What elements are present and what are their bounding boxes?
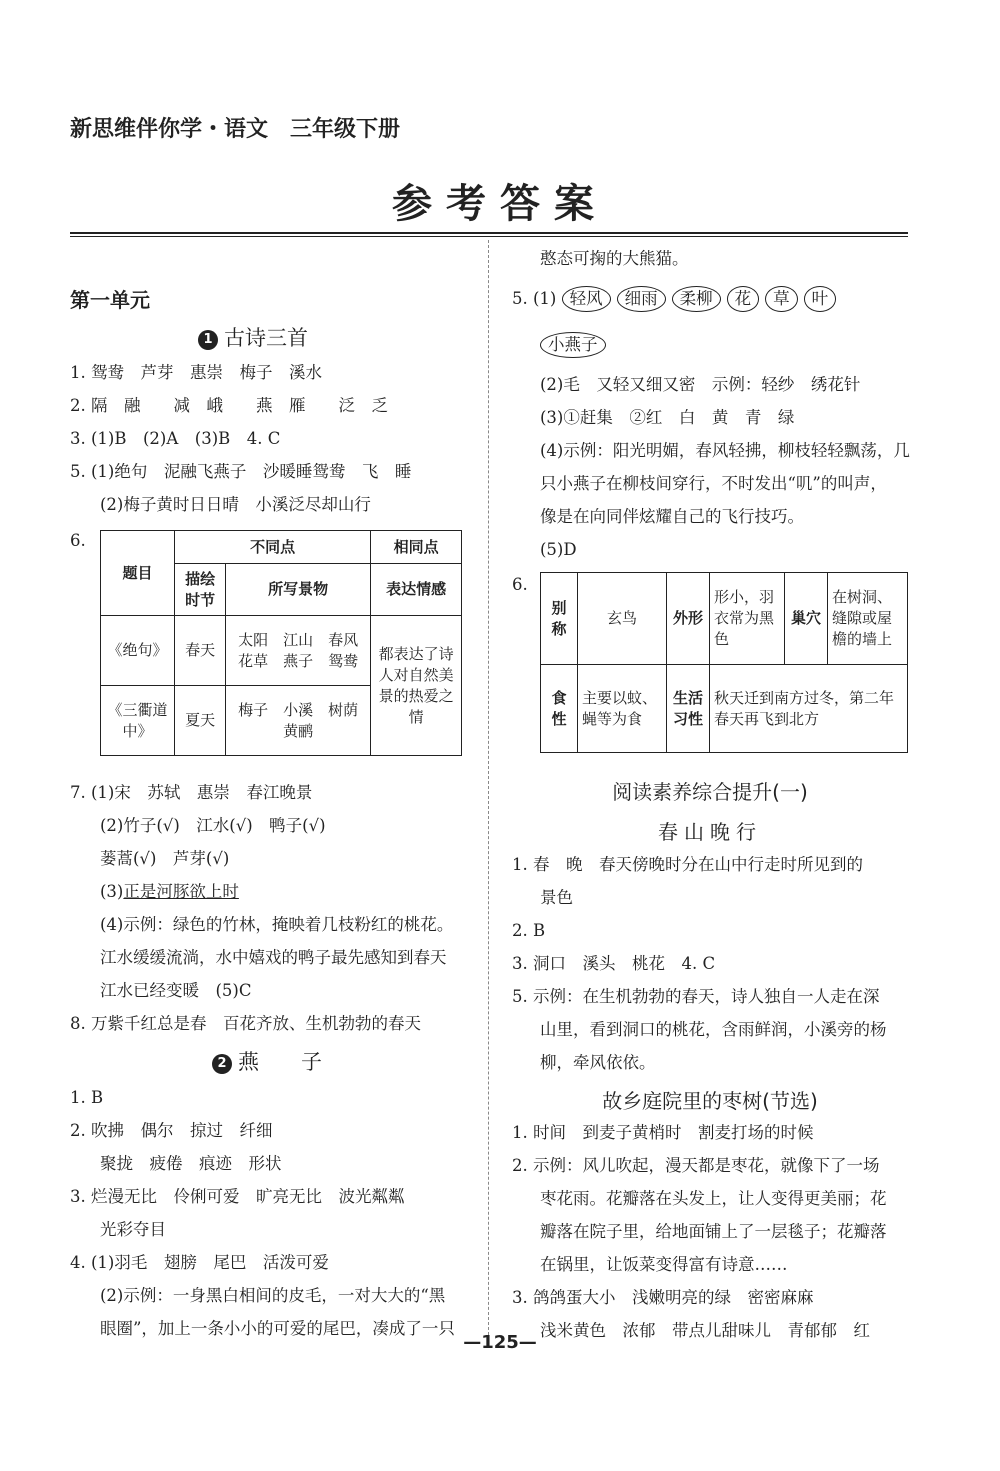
answer-line: 蒌蒿(√) 芦芽(√): [100, 849, 230, 868]
answer-line: 4. (1)羽毛 翅膀 尾巴 活泼可爱: [70, 1253, 329, 1272]
section-number-badge: 2: [212, 1054, 232, 1074]
answer-line: (5)D: [540, 540, 577, 559]
answer-line: [100, 881, 239, 903]
table-cell: 都表达了诗人对自然美景的热爱之情: [371, 616, 462, 756]
passage-title: 春山晚行: [658, 820, 762, 844]
table-header: 描绘时节: [175, 564, 226, 616]
answer-line: (4)示例：绿色的竹林，掩映着几枝粉红的桃花。: [100, 915, 454, 934]
answer-line: (4)示例：阳光明媚，春风轻拂，柳枝轻轻飘荡，几: [540, 441, 910, 460]
table-cell: 形小，羽衣常为黑色: [710, 573, 785, 665]
question-number: 6.: [512, 575, 528, 594]
section-title: 燕 子: [238, 1050, 322, 1074]
answer-line: 2. 示例：风儿吹起，漫天都是枣花，就像下了一场: [512, 1156, 880, 1175]
answer-line: 2. 隔 融 减 峨 燕 雁 泛 乏: [70, 396, 388, 415]
answer-line: 憨态可掬的大熊猫。: [540, 249, 689, 268]
answer-line: 1. 春 晚 春天傍晚时分在山中行走时所见到的: [512, 855, 863, 874]
answer-line: 7. (1)宋 苏轼 惠崇 春江晚景: [70, 783, 313, 802]
column-divider: [488, 240, 489, 1345]
circled-word: 轻风: [562, 286, 611, 312]
table-cell: 玄鸟: [578, 573, 667, 665]
answer-line: 3. (1)B (2)A (3)B 4. C: [70, 429, 281, 448]
answer-label: (3): [100, 882, 124, 901]
circled-word: 叶: [804, 286, 837, 312]
answer-line: 2. B: [512, 921, 546, 940]
table-cell: 梅子 小溪 树荫 黄鹂: [226, 686, 371, 756]
answer-line: 1. 鸳鸯 芦芽 惠崇 梅子 溪水: [70, 363, 322, 382]
answer-line: 1. B: [70, 1088, 104, 1107]
table-cell: 《绝句》: [101, 616, 175, 686]
poem-comparison-table: [100, 530, 462, 756]
table-header: 生活习性: [667, 665, 710, 753]
title-rule: [70, 232, 908, 234]
answer-line: 聚拢 疲倦 痕迹 形状: [100, 1154, 282, 1173]
circled-word: 柔柳: [672, 286, 721, 312]
answer-line: 眼圈”，加上一条小小的可爱的尾巴，凑成了一只: [100, 1319, 455, 1338]
circled-word: 细雨: [617, 286, 666, 312]
title-rule-thin: [70, 236, 908, 237]
answer-line: 枣花雨。花瓣落在头发上，让人变得更美丽；花: [540, 1189, 887, 1208]
section-number-badge: 1: [198, 330, 218, 350]
table-header: 相同点: [371, 531, 462, 564]
table-header: 食性: [541, 665, 578, 753]
table-header: 题目: [101, 531, 175, 616]
answer-line: (2)毛 又轻又细又密 示例：轻纱 绣花针: [540, 375, 861, 394]
swallow-info-table: [540, 572, 908, 753]
answer-line: 江水已经变暖 (5)C: [100, 981, 252, 1000]
answer-line: (2)梅子黄时日日晴 小溪泛尽却山行: [100, 495, 371, 514]
section-heading-1: [198, 322, 308, 352]
answer-line: [512, 286, 842, 312]
table-cell: 夏天: [175, 686, 226, 756]
answer-label: 5. (1): [512, 289, 557, 308]
answer-line: 光彩夺目: [100, 1220, 166, 1239]
book-header: 新思维伴你学・语文 三年级下册: [70, 117, 401, 142]
circled-word: 小燕子: [540, 332, 606, 358]
answer-line: 浅米黄色 浓郁 带点儿甜味儿 青郁郁 红: [540, 1321, 870, 1340]
table-header: 所写景物: [226, 564, 371, 616]
page-number: —125—: [463, 1332, 537, 1353]
section-title: 古诗三首: [224, 326, 308, 350]
circled-word: 草: [765, 286, 798, 312]
underlined-answer: 正是河豚欲上时: [123, 882, 239, 901]
answer-line: 只小燕子在柳枝间穿行，不时发出“叽”的叫声，: [540, 474, 887, 493]
answer-line: 在锅里，让饭菜变得富有诗意……: [540, 1255, 788, 1274]
answer-line: (2)竹子(√) 江水(√) 鸭子(√): [100, 816, 326, 835]
answer-line: 5. 示例：在生机勃勃的春天，诗人独自一人走在深: [512, 987, 880, 1006]
table-header: 巢穴: [785, 573, 828, 665]
answer-line: 柳，牵风依依。: [540, 1053, 656, 1072]
table-cell: 太阳 江山 春风 花草 燕子 鸳鸯: [226, 616, 371, 686]
table-cell: 在树洞、缝隙或屋檐的墙上: [828, 573, 908, 665]
answer-line: 3. 洞口 溪头 桃花 4. C: [512, 954, 716, 973]
question-number: 6.: [70, 531, 86, 550]
table-cell: 《三衢道中》: [101, 686, 175, 756]
answer-line: [540, 332, 612, 358]
answer-line: 江水缓缓流淌，水中嬉戏的鸭子最先感知到春天: [100, 948, 447, 967]
passage-title: 故乡庭院里的枣树(节选): [602, 1089, 818, 1113]
table-header: 别称: [541, 573, 578, 665]
answer-line: (3)①赶集 ②红 白 黄 青 绿: [540, 408, 795, 427]
answer-line: 山里，看到洞口的桃花，含雨鲜润，小溪旁的杨: [540, 1020, 887, 1039]
answer-line: 像是在向同伴炫耀自己的飞行技巧。: [540, 507, 804, 526]
answer-line: 3. 烂漫无比 伶俐可爱 旷亮无比 波光粼粼: [70, 1187, 405, 1206]
answer-line: 1. 时间 到麦子黄梢时 割麦打场的时候: [512, 1123, 814, 1142]
answer-line: 8. 万紫千红总是春 百花齐放、生机勃勃的春天: [70, 1014, 421, 1033]
answer-line: (2)示例：一身黑白相间的皮毛，一对大大的“黑: [100, 1286, 446, 1305]
table-cell: 主要以蚊、蝇等为食: [578, 665, 667, 753]
table-cell: 春天: [175, 616, 226, 686]
answer-line: 5. (1)绝句 泥融飞燕子 沙暖睡鸳鸯 飞 睡: [70, 462, 412, 481]
answer-line: 2. 吹拂 偶尔 掠过 纤细: [70, 1121, 273, 1140]
table-cell: 秋天迁到南方过冬，第二年春天再飞到北方: [710, 665, 908, 753]
section-heading-2: [212, 1046, 322, 1076]
answer-line: 3. 鸽鸽蛋大小 浅嫩明亮的绿 密密麻麻: [512, 1288, 814, 1307]
answer-line: 景色: [540, 888, 573, 907]
circled-word: 花: [727, 286, 760, 312]
unit-heading: 第一单元: [70, 288, 150, 312]
table-header: 不同点: [175, 531, 371, 564]
section-heading: 阅读素养综合提升(一): [612, 780, 808, 804]
page-title: 参考答案: [392, 181, 608, 227]
answer-line: 瓣落在院子里，给地面铺上了一层毯子；花瓣落: [540, 1222, 887, 1241]
table-header: 表达情感: [371, 564, 462, 616]
table-header: 外形: [667, 573, 710, 665]
